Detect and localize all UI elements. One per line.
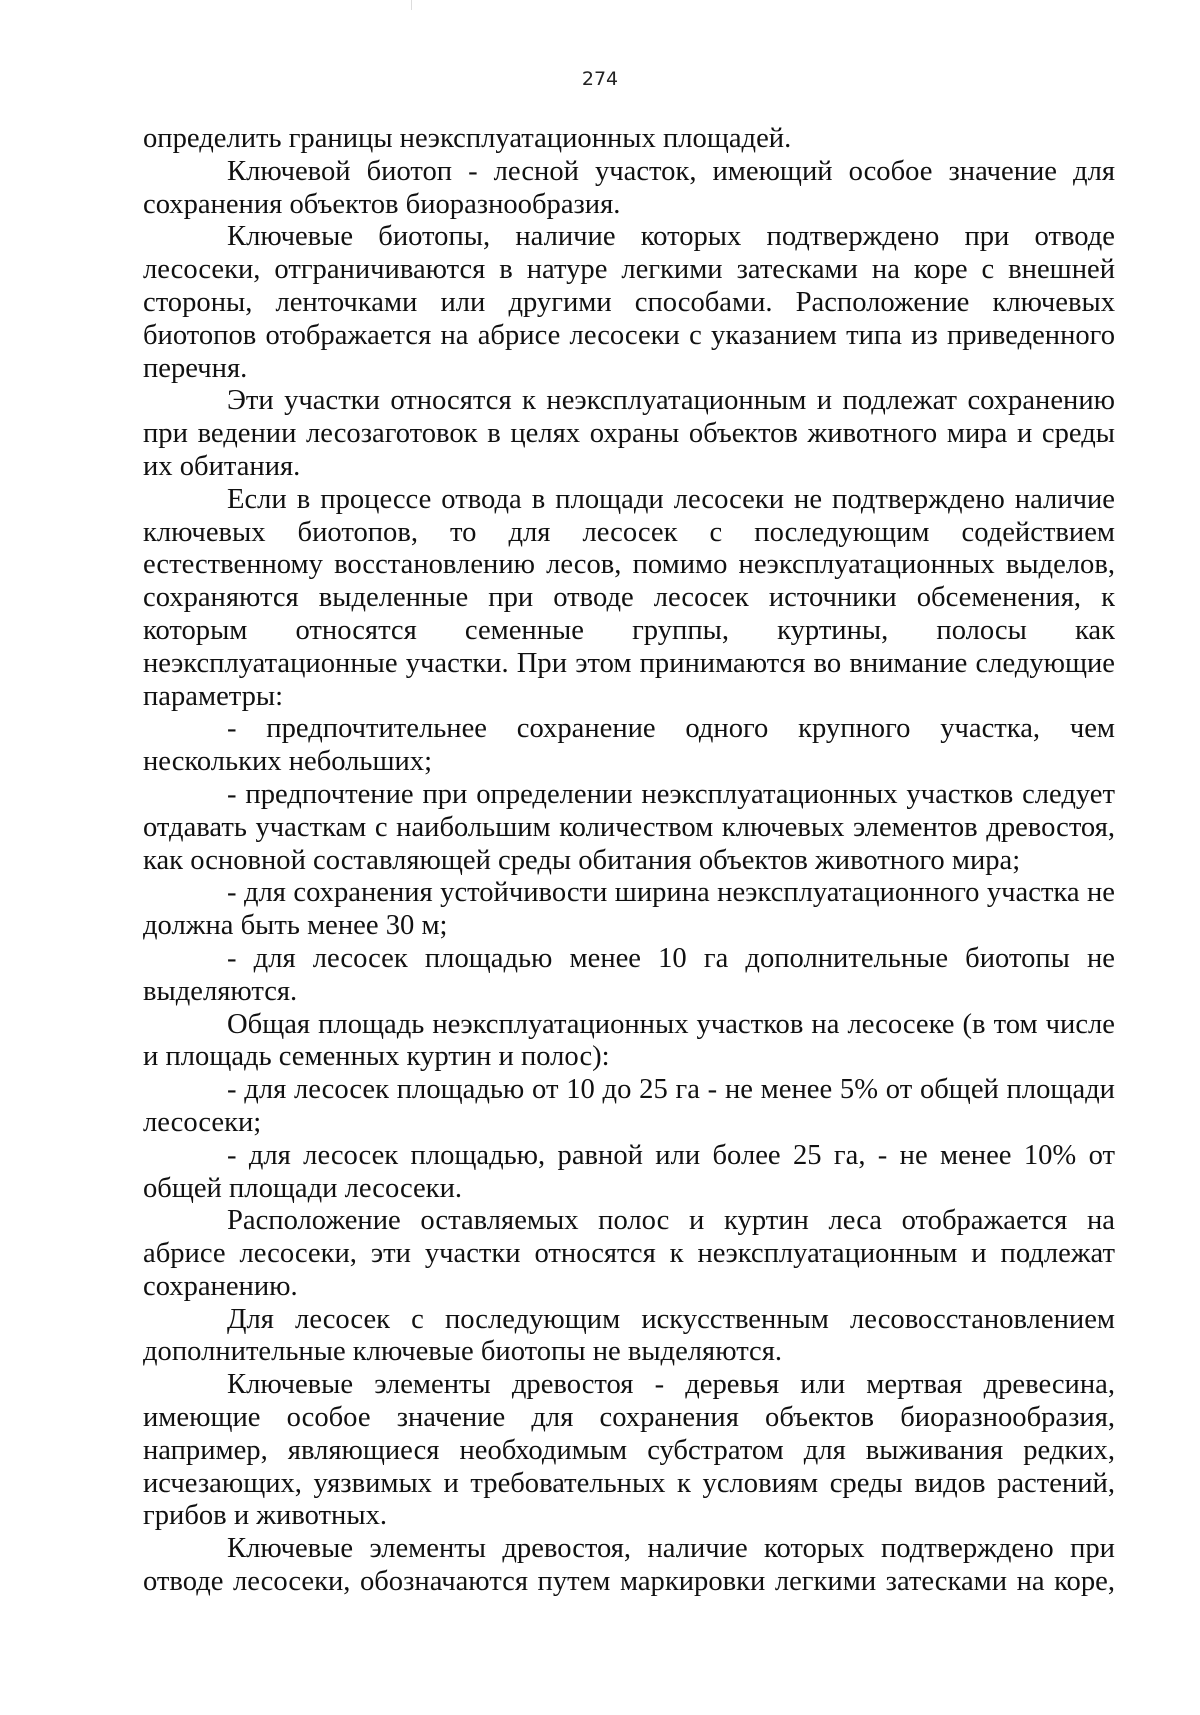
document-body bbox=[143, 123, 1115, 1632]
paragraph: Ключевые элементы древостоя, наличие которых подтверждено при отводе лесосеки, обозначаются путем маркировки легкими затесками на коре, bbox=[143, 1533, 1115, 1598]
list-item: - для лесосек площадью менее 10 га дополнительные биотопы не выделяются. bbox=[143, 942, 1115, 1007]
list-item: - для сохранения устойчивости ширина неэксплуатационного участка не должна быть менее 30 м; bbox=[143, 877, 1115, 942]
paragraph: Общая площадь неэксплуатационных участков на лесосеке (в том числе и площадь семенных куртин и полос): bbox=[143, 1008, 1115, 1073]
paragraph: Ключевой биотоп - лесной участок, имеющий особое значение для сохранения объектов биоразнообразия. bbox=[143, 155, 1115, 220]
scan-mark bbox=[411, 0, 412, 10]
paragraph: определить границы неэксплуатационных площадей. bbox=[143, 123, 792, 154]
list-item: - для лесосек площадью от 10 до 25 га - не менее 5% от общей площади лесосеки; bbox=[143, 1074, 1115, 1138]
paragraph: Расположение оставляемых полос и куртин леса отображается на абрисе лесосеки, эти участки относятся к неэксплуатационным и подлежат сохранению. bbox=[143, 1205, 1115, 1302]
list-item: - предпочтительнее сохранение одного крупного участка, чем нескольких небольших; bbox=[143, 713, 1115, 778]
paragraph: Ключевые биотопы, наличие которых подтверждено при отводе лесосеки, отграничиваются в натуре легкими затесками на коре с внешней стороны, ленточками или другими способами. Расположение ключевых биотопов отображается на абрисе лесосеки с указанием типа из приведенного перечня. bbox=[143, 221, 1115, 384]
paragraph: Для лесосек с последующим искусственным лесовосстановлением дополнительные ключевые биотопы не выделяются. bbox=[143, 1303, 1115, 1368]
list-item: - для лесосек площадью, равной или более 25 га, - не менее 10% от общей площади лесосеки. bbox=[143, 1139, 1115, 1204]
paragraph: Если в процессе отвода в площади лесосеки не подтверждено наличие ключевых биотопов, то для лесосек с последующим содействием естественному восстановлению лесов, помимо неэксплуатационных выделов, сохраняются выделенные при отводе лесосек источники обсеменения, к которым относятся семенные группы, куртины, полосы как неэксплуатационные участки. При этом принимаются во внимание следующие параметры: bbox=[143, 483, 1115, 712]
paragraph: Эти участки относятся к неэксплуатационным и подлежат сохранению при ведении лесозаготовок в целях охраны объектов животного мира и среды их обитания. bbox=[143, 385, 1115, 482]
paragraph: Ключевые элементы древостоя - деревья или мертвая древесина, имеющие особое значение для сохранения объектов биоразнообразия, например, являющиеся необходимым субстратом для выживания редких, исчезающих, уязвимых и требовательных к условиям среды видов растений, грибов и животных. bbox=[143, 1369, 1115, 1532]
list-item: - предпочтение при определении неэксплуатационных участков следует отдавать участкам с наибольшим количеством ключевых элементов древостоя, как основной составляющей среды обитания объектов животного мира; bbox=[143, 778, 1115, 876]
page-number: 274 bbox=[581, 68, 619, 90]
